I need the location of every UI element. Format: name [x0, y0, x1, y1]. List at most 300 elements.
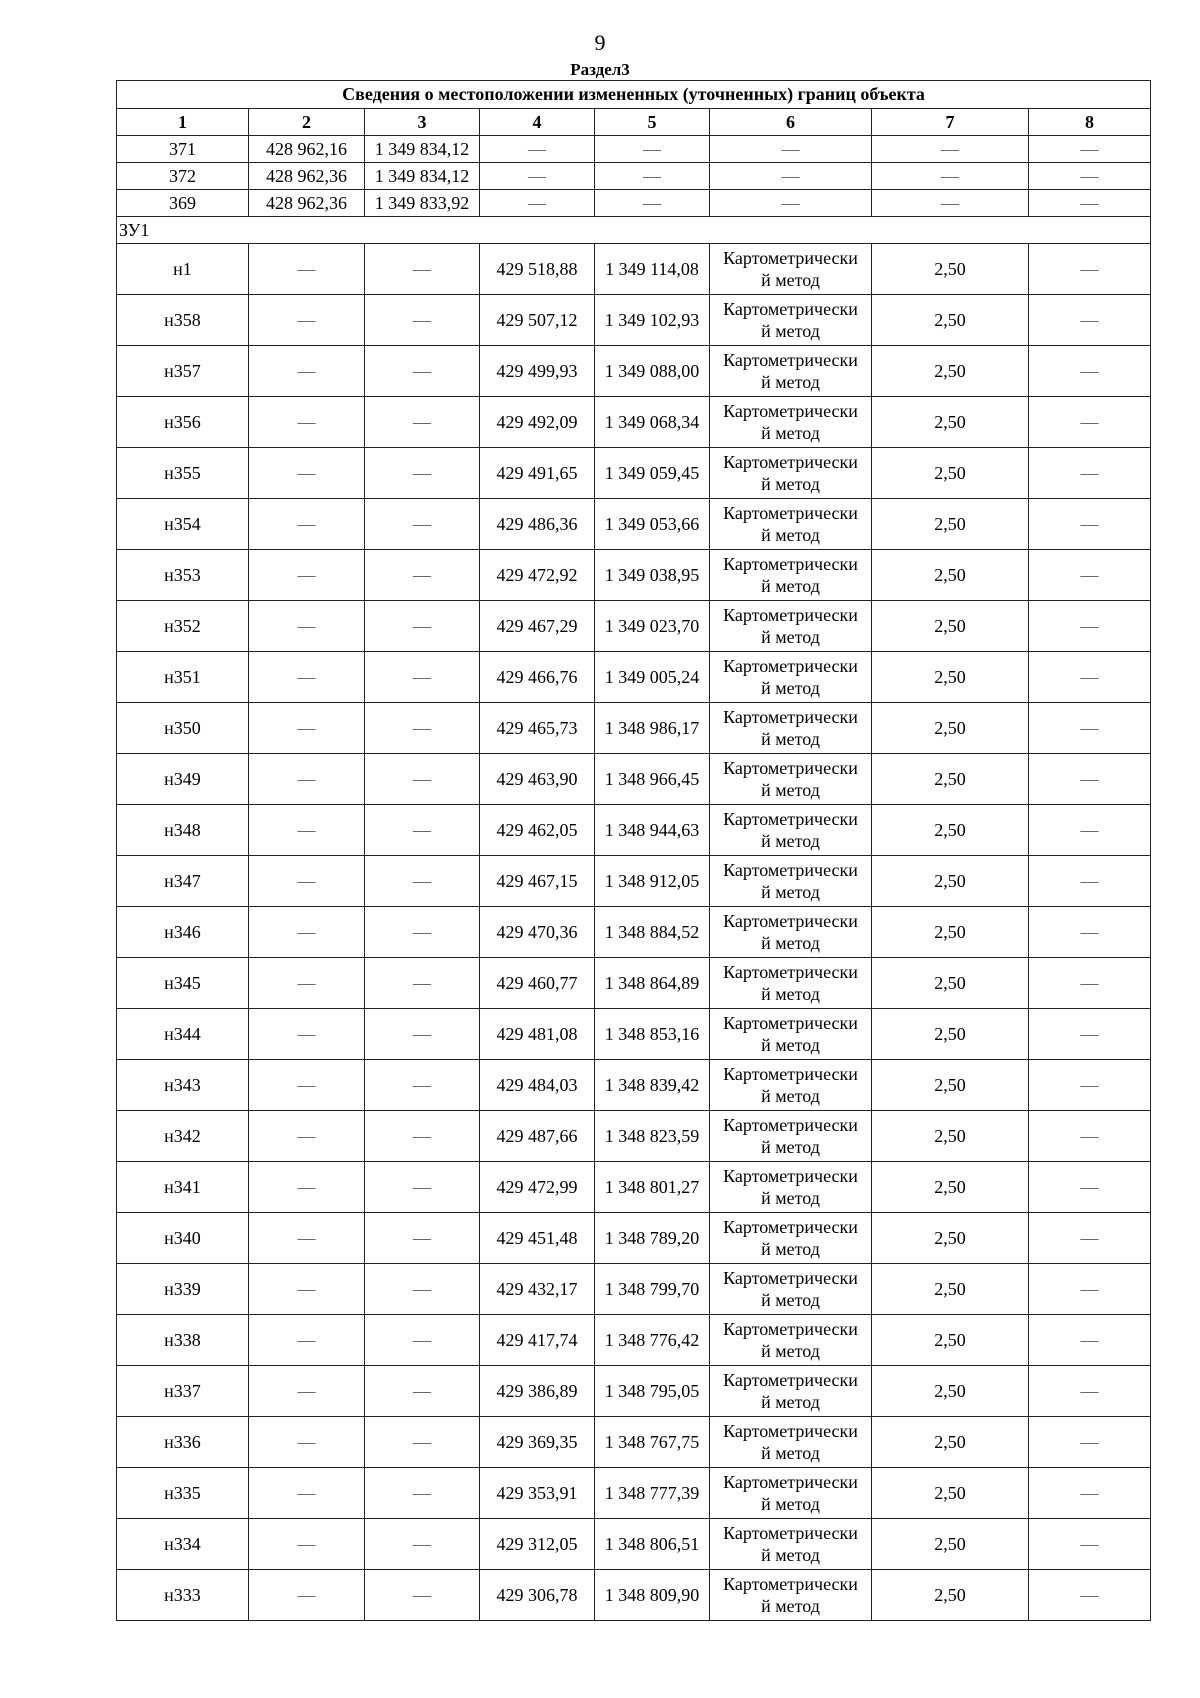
- table-cell: —: [872, 163, 1029, 190]
- method-line2: й метод: [761, 321, 820, 341]
- coord-y: 1 349 102,93: [595, 295, 710, 346]
- method-cell: [710, 1366, 872, 1417]
- method-line2: й метод: [761, 1494, 820, 1514]
- table-cell: —: [249, 907, 365, 958]
- table-cell: —: [249, 1060, 365, 1111]
- point-name: н334: [117, 1519, 249, 1570]
- accuracy: 2,50: [872, 397, 1029, 448]
- table-cell: —: [365, 805, 480, 856]
- column-header-row: [117, 109, 1151, 136]
- table-row: [117, 652, 1151, 703]
- coord-y: 1 348 789,20: [595, 1213, 710, 1264]
- table-cell: —: [249, 397, 365, 448]
- table-cell: —: [249, 295, 365, 346]
- method-line2: й метод: [761, 1290, 820, 1310]
- table-cell: —: [1029, 1264, 1151, 1315]
- method-cell: [710, 346, 872, 397]
- table-cell: —: [480, 190, 595, 217]
- table-cell: —: [249, 244, 365, 295]
- coord-y: 1 348 776,42: [595, 1315, 710, 1366]
- method-cell: [710, 754, 872, 805]
- method-cell: [710, 1213, 872, 1264]
- column-header: 5: [595, 109, 710, 136]
- table-cell: —: [1029, 295, 1151, 346]
- table-row: [117, 907, 1151, 958]
- table-row: [117, 1366, 1151, 1417]
- table-row: [117, 1417, 1151, 1468]
- method-line2: й метод: [761, 1341, 820, 1361]
- table-cell: —: [872, 190, 1029, 217]
- method-line1: Картометрически: [723, 1166, 858, 1186]
- table-cell: —: [480, 163, 595, 190]
- method-line2: й метод: [761, 933, 820, 953]
- method-line2: й метод: [761, 270, 820, 290]
- coord-y: 1 348 799,70: [595, 1264, 710, 1315]
- method-line2: й метод: [761, 372, 820, 392]
- method-cell: [710, 1162, 872, 1213]
- method-cell: [710, 1468, 872, 1519]
- coord-y: 1 348 944,63: [595, 805, 710, 856]
- table-cell: —: [710, 163, 872, 190]
- method-cell: [710, 1264, 872, 1315]
- coord-y: 1 349 023,70: [595, 601, 710, 652]
- table-row: [117, 1213, 1151, 1264]
- table-row: [117, 1060, 1151, 1111]
- coord-y: 1 349 088,00: [595, 346, 710, 397]
- coord-x: 429 467,29: [480, 601, 595, 652]
- table-cell: —: [1029, 754, 1151, 805]
- method-cell: [710, 1315, 872, 1366]
- coord-x: 429 481,08: [480, 1009, 595, 1060]
- coord-x: 429 484,03: [480, 1060, 595, 1111]
- method-line1: Картометрически: [723, 1013, 858, 1033]
- table-cell: —: [365, 1213, 480, 1264]
- method-line2: й метод: [761, 1188, 820, 1208]
- column-header: 1: [117, 109, 249, 136]
- point-name: н349: [117, 754, 249, 805]
- method-cell: [710, 1519, 872, 1570]
- coord-y: 1 349 038,95: [595, 550, 710, 601]
- table-cell: —: [1029, 346, 1151, 397]
- column-header: 2: [249, 109, 365, 136]
- coord-y: 1 348 853,16: [595, 1009, 710, 1060]
- point-name: н351: [117, 652, 249, 703]
- method-line2: й метод: [761, 525, 820, 545]
- method-cell: [710, 244, 872, 295]
- table-cell: —: [1029, 652, 1151, 703]
- table-cell: —: [249, 1519, 365, 1570]
- method-cell: [710, 1570, 872, 1621]
- accuracy: 2,50: [872, 907, 1029, 958]
- table-cell: —: [480, 136, 595, 163]
- table-cell: —: [365, 1315, 480, 1366]
- point-name: н356: [117, 397, 249, 448]
- column-header: 6: [710, 109, 872, 136]
- table-cell: —: [365, 1111, 480, 1162]
- table-cell: —: [249, 958, 365, 1009]
- table-cell: —: [249, 1468, 365, 1519]
- coord-x: 429 306,78: [480, 1570, 595, 1621]
- coord-y: 1 348 864,89: [595, 958, 710, 1009]
- method-line2: й метод: [761, 1086, 820, 1106]
- coord-x: 429 460,77: [480, 958, 595, 1009]
- table-cell: —: [1029, 1111, 1151, 1162]
- table-cell: 428 962,36: [249, 163, 365, 190]
- table-cell: —: [1029, 190, 1151, 217]
- coord-x: 429 386,89: [480, 1366, 595, 1417]
- table-cell: —: [249, 1264, 365, 1315]
- coord-x: 429 466,76: [480, 652, 595, 703]
- coord-y: 1 348 823,59: [595, 1111, 710, 1162]
- method-line1: Картометрически: [723, 758, 858, 778]
- method-line1: Картометрически: [723, 1523, 858, 1543]
- point-name: н335: [117, 1468, 249, 1519]
- method-cell: [710, 958, 872, 1009]
- accuracy: 2,50: [872, 1417, 1029, 1468]
- table-row: [117, 754, 1151, 805]
- method-line1: Картометрически: [723, 350, 858, 370]
- method-line1: Картометрически: [723, 503, 858, 523]
- table-cell: —: [249, 1570, 365, 1621]
- table-cell: —: [249, 1417, 365, 1468]
- table-cell: —: [1029, 805, 1151, 856]
- coord-x: 429 499,93: [480, 346, 595, 397]
- accuracy: 2,50: [872, 958, 1029, 1009]
- table-cell: —: [365, 1162, 480, 1213]
- table-cell: —: [365, 1570, 480, 1621]
- coord-y: 1 348 767,75: [595, 1417, 710, 1468]
- point-name: н343: [117, 1060, 249, 1111]
- table-cell: —: [1029, 1009, 1151, 1060]
- method-cell: [710, 601, 872, 652]
- coord-y: 1 348 777,39: [595, 1468, 710, 1519]
- table-cell: —: [1029, 499, 1151, 550]
- table-cell: 428 962,36: [249, 190, 365, 217]
- method-cell: [710, 805, 872, 856]
- column-header: 3: [365, 109, 480, 136]
- accuracy: 2,50: [872, 1009, 1029, 1060]
- table-cell: 428 962,16: [249, 136, 365, 163]
- method-line2: й метод: [761, 678, 820, 698]
- method-cell: [710, 652, 872, 703]
- method-line2: й метод: [761, 474, 820, 494]
- table-row: [117, 1111, 1151, 1162]
- method-line2: й метод: [761, 1239, 820, 1259]
- coord-x: 429 462,05: [480, 805, 595, 856]
- coord-x: 429 470,36: [480, 907, 595, 958]
- coord-y: 1 348 966,45: [595, 754, 710, 805]
- accuracy: 2,50: [872, 499, 1029, 550]
- method-line1: Картометрически: [723, 962, 858, 982]
- table-cell: —: [1029, 703, 1151, 754]
- point-name: н333: [117, 1570, 249, 1621]
- table-row: [117, 1570, 1151, 1621]
- coord-x: 429 451,48: [480, 1213, 595, 1264]
- coord-y: 1 348 801,27: [595, 1162, 710, 1213]
- coord-y: 1 348 839,42: [595, 1060, 710, 1111]
- table-cell: —: [249, 550, 365, 601]
- table-cell: —: [249, 754, 365, 805]
- section-title: Раздел3: [570, 60, 630, 79]
- coord-y: 1 349 114,08: [595, 244, 710, 295]
- method-line1: Картометрически: [723, 707, 858, 727]
- accuracy: 2,50: [872, 1468, 1029, 1519]
- method-line1: Картометрически: [723, 401, 858, 421]
- accuracy: 2,50: [872, 550, 1029, 601]
- table-row: [117, 1162, 1151, 1213]
- table-cell: —: [365, 448, 480, 499]
- table-cell: —: [249, 1009, 365, 1060]
- method-line1: Картометрически: [723, 1268, 858, 1288]
- table-cell: —: [1029, 1213, 1151, 1264]
- point-name: н340: [117, 1213, 249, 1264]
- table-cell: —: [365, 397, 480, 448]
- method-line2: й метод: [761, 1443, 820, 1463]
- table-cell: —: [1029, 907, 1151, 958]
- coord-y: 1 349 005,24: [595, 652, 710, 703]
- table-cell: —: [249, 448, 365, 499]
- point-name: н337: [117, 1366, 249, 1417]
- table-cell: —: [249, 601, 365, 652]
- method-cell: [710, 1111, 872, 1162]
- point-name: н353: [117, 550, 249, 601]
- accuracy: 2,50: [872, 1570, 1029, 1621]
- method-line1: Картометрически: [723, 1574, 858, 1594]
- table-row: [117, 163, 1151, 190]
- table-row: [117, 136, 1151, 163]
- table-cell: —: [1029, 1315, 1151, 1366]
- table-row: [117, 703, 1151, 754]
- table-cell: —: [1029, 550, 1151, 601]
- table-cell: —: [1029, 1519, 1151, 1570]
- point-name: н342: [117, 1111, 249, 1162]
- table-cell: —: [365, 907, 480, 958]
- table-row: [117, 244, 1151, 295]
- table-cell: —: [249, 703, 365, 754]
- table-cell: —: [365, 1009, 480, 1060]
- group-label: ЗУ1: [117, 217, 1151, 244]
- table-cell: —: [1029, 1468, 1151, 1519]
- coord-x: 429 467,15: [480, 856, 595, 907]
- table-row: [117, 397, 1151, 448]
- table-row: [117, 295, 1151, 346]
- coord-x: 429 491,65: [480, 448, 595, 499]
- point-name: н344: [117, 1009, 249, 1060]
- coord-x: 429 417,74: [480, 1315, 595, 1366]
- table-row: [117, 1315, 1151, 1366]
- method-line1: Картометрически: [723, 452, 858, 472]
- method-line1: Картометрически: [723, 911, 858, 931]
- coord-x: 429 465,73: [480, 703, 595, 754]
- table-row: [117, 1468, 1151, 1519]
- table-cell: —: [1029, 163, 1151, 190]
- table-cell: —: [710, 136, 872, 163]
- method-line2: й метод: [761, 1137, 820, 1157]
- table-cell: —: [1029, 856, 1151, 907]
- method-line1: Картометрически: [723, 248, 858, 268]
- table-cell: —: [1029, 397, 1151, 448]
- accuracy: 2,50: [872, 346, 1029, 397]
- column-header: 7: [872, 109, 1029, 136]
- method-cell: [710, 856, 872, 907]
- coord-x: 429 486,36: [480, 499, 595, 550]
- table-cell: —: [365, 703, 480, 754]
- accuracy: 2,50: [872, 1213, 1029, 1264]
- table-cell: —: [249, 1111, 365, 1162]
- coord-y: 1 348 806,51: [595, 1519, 710, 1570]
- coord-y: 1 348 795,05: [595, 1366, 710, 1417]
- method-line1: Картометрически: [723, 1217, 858, 1237]
- accuracy: 2,50: [872, 1315, 1029, 1366]
- method-line1: Картометрически: [723, 605, 858, 625]
- coord-x: 429 463,90: [480, 754, 595, 805]
- method-cell: [710, 907, 872, 958]
- accuracy: 2,50: [872, 1060, 1029, 1111]
- table-row: [117, 601, 1151, 652]
- method-cell: [710, 499, 872, 550]
- point-name: н341: [117, 1162, 249, 1213]
- method-cell: [710, 448, 872, 499]
- accuracy: 2,50: [872, 703, 1029, 754]
- column-header: 8: [1029, 109, 1151, 136]
- table-cell: —: [249, 1213, 365, 1264]
- table-cell: —: [249, 652, 365, 703]
- accuracy: 2,50: [872, 1264, 1029, 1315]
- accuracy: 2,50: [872, 856, 1029, 907]
- point-name: н355: [117, 448, 249, 499]
- table-row: [117, 448, 1151, 499]
- accuracy: 2,50: [872, 805, 1029, 856]
- table-cell: 1 349 834,12: [365, 136, 480, 163]
- accuracy: 2,50: [872, 1162, 1029, 1213]
- coord-y: 1 348 986,17: [595, 703, 710, 754]
- table-cell: —: [1029, 601, 1151, 652]
- table-row: [117, 190, 1151, 217]
- table-cell: —: [1029, 958, 1151, 1009]
- table-cell: —: [872, 136, 1029, 163]
- method-line2: й метод: [761, 1035, 820, 1055]
- table-row: [117, 958, 1151, 1009]
- method-line2: й метод: [761, 882, 820, 902]
- point-name: н338: [117, 1315, 249, 1366]
- point-name: н348: [117, 805, 249, 856]
- table-cell: —: [365, 346, 480, 397]
- coord-x: 429 518,88: [480, 244, 595, 295]
- coord-x: 429 492,09: [480, 397, 595, 448]
- table-cell: —: [249, 805, 365, 856]
- coord-y: 1 348 809,90: [595, 1570, 710, 1621]
- coord-x: 429 369,35: [480, 1417, 595, 1468]
- coord-y: 1 349 068,34: [595, 397, 710, 448]
- table-row: [117, 1519, 1151, 1570]
- method-line1: Картометрически: [723, 1370, 858, 1390]
- coord-x: 429 472,99: [480, 1162, 595, 1213]
- method-line1: Картометрически: [723, 860, 858, 880]
- method-line1: Картометрически: [723, 1064, 858, 1084]
- table-cell: —: [365, 499, 480, 550]
- table-cell: —: [365, 244, 480, 295]
- method-line1: Картометрически: [723, 1472, 858, 1492]
- coord-x: 429 312,05: [480, 1519, 595, 1570]
- table-row: [117, 1009, 1151, 1060]
- table-cell: 1 349 834,12: [365, 163, 480, 190]
- coord-x: 429 487,66: [480, 1111, 595, 1162]
- table-cell: —: [1029, 1060, 1151, 1111]
- accuracy: 2,50: [872, 754, 1029, 805]
- accuracy: 2,50: [872, 244, 1029, 295]
- point-name: н350: [117, 703, 249, 754]
- method-line2: й метод: [761, 423, 820, 443]
- method-line1: Картометрически: [723, 554, 858, 574]
- table-cell: —: [1029, 1417, 1151, 1468]
- method-line1: Картометрически: [723, 1115, 858, 1135]
- method-line2: й метод: [761, 1392, 820, 1412]
- method-cell: [710, 1060, 872, 1111]
- method-line1: Картометрически: [723, 1319, 858, 1339]
- accuracy: 2,50: [872, 1366, 1029, 1417]
- table-cell: 372: [117, 163, 249, 190]
- coord-y: 1 348 884,52: [595, 907, 710, 958]
- table-cell: 369: [117, 190, 249, 217]
- table-cell: —: [1029, 244, 1151, 295]
- coord-y: 1 348 912,05: [595, 856, 710, 907]
- table-cell: —: [365, 856, 480, 907]
- method-cell: [710, 1417, 872, 1468]
- method-line1: Картометрически: [723, 299, 858, 319]
- method-line2: й метод: [761, 780, 820, 800]
- table-cell: —: [365, 295, 480, 346]
- accuracy: 2,50: [872, 601, 1029, 652]
- point-name: н339: [117, 1264, 249, 1315]
- table-cell: —: [595, 190, 710, 217]
- method-line2: й метод: [761, 576, 820, 596]
- table-cell: 1 349 833,92: [365, 190, 480, 217]
- table-row: [117, 499, 1151, 550]
- point-name: н354: [117, 499, 249, 550]
- table-cell: —: [365, 601, 480, 652]
- table-cell: —: [365, 1264, 480, 1315]
- coord-x: 429 353,91: [480, 1468, 595, 1519]
- accuracy: 2,50: [872, 295, 1029, 346]
- table-cell: —: [1029, 448, 1151, 499]
- method-cell: [710, 550, 872, 601]
- method-line1: Картометрически: [723, 656, 858, 676]
- point-name: н347: [117, 856, 249, 907]
- method-line1: Картометрически: [723, 1421, 858, 1441]
- method-cell: [710, 703, 872, 754]
- table-caption: Сведения о местоположении измененных (уточненных) границ объекта: [117, 81, 1151, 109]
- table-cell: —: [1029, 1366, 1151, 1417]
- table-cell: —: [595, 163, 710, 190]
- point-name: н357: [117, 346, 249, 397]
- coord-x: 429 507,12: [480, 295, 595, 346]
- method-cell: [710, 1009, 872, 1060]
- table-cell: —: [249, 346, 365, 397]
- method-line2: й метод: [761, 1545, 820, 1565]
- table-row: [117, 1264, 1151, 1315]
- table-cell: —: [249, 499, 365, 550]
- accuracy: 2,50: [872, 652, 1029, 703]
- coord-x: 429 432,17: [480, 1264, 595, 1315]
- table-cell: —: [365, 1519, 480, 1570]
- table-cell: —: [710, 190, 872, 217]
- table-cell: —: [365, 550, 480, 601]
- point-name: н352: [117, 601, 249, 652]
- table-cell: 371: [117, 136, 249, 163]
- table-cell: —: [365, 1468, 480, 1519]
- method-cell: [710, 295, 872, 346]
- table-cell: —: [365, 1366, 480, 1417]
